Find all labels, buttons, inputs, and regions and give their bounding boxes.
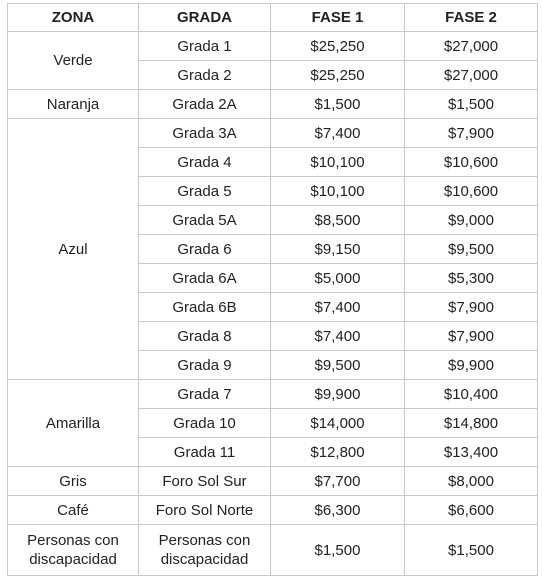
fase-2-price: $7,900 <box>405 293 538 322</box>
fase-2-price: $10,600 <box>405 148 538 177</box>
table-row <box>8 90 538 119</box>
header-grada: GRADA <box>139 4 271 32</box>
grada-cell: Grada 2 <box>139 61 271 90</box>
fase-2-price: $6,600 <box>405 496 538 525</box>
zona-cell: Verde <box>8 32 139 90</box>
zona-cell: Personas con discapacidad <box>8 525 139 576</box>
fase-1-price: $9,900 <box>271 380 405 409</box>
fase-1-price: $10,100 <box>271 177 405 206</box>
zona-cell: Azul <box>8 119 139 380</box>
fase-2-price: $27,000 <box>405 32 538 61</box>
fase-1-price: $12,800 <box>271 438 405 467</box>
table-row <box>8 525 538 576</box>
fase-2-price: $7,900 <box>405 322 538 351</box>
grada-cell: Grada 8 <box>139 322 271 351</box>
fase-1-price: $7,400 <box>271 119 405 148</box>
fase-1-price: $8,500 <box>271 206 405 235</box>
grada-cell: Grada 11 <box>139 438 271 467</box>
fase-1-price: $9,150 <box>271 235 405 264</box>
grada-cell: Grada 5 <box>139 177 271 206</box>
fase-1-price: $6,300 <box>271 496 405 525</box>
fase-1-price: $1,500 <box>271 525 405 576</box>
grada-cell: Grada 2A <box>139 90 271 119</box>
fase-1-price: $7,700 <box>271 467 405 496</box>
grada-cell: Grada 1 <box>139 32 271 61</box>
price-table <box>7 3 538 576</box>
grada-cell: Grada 4 <box>139 148 271 177</box>
fase-2-price: $5,300 <box>405 264 538 293</box>
fase-2-price: $9,900 <box>405 351 538 380</box>
fase-2-price: $9,000 <box>405 206 538 235</box>
fase-2-price: $10,600 <box>405 177 538 206</box>
fase-2-price: $9,500 <box>405 235 538 264</box>
zona-cell: Naranja <box>8 90 139 119</box>
grada-cell: Grada 5A <box>139 206 271 235</box>
fase-1-price: $9,500 <box>271 351 405 380</box>
fase-2-price: $13,400 <box>405 438 538 467</box>
fase-1-price: $14,000 <box>271 409 405 438</box>
fase-2-price: $10,400 <box>405 380 538 409</box>
table-body <box>8 32 538 576</box>
header-row <box>8 4 538 32</box>
fase-1-price: $7,400 <box>271 293 405 322</box>
grada-cell: Personas con discapacidad <box>139 525 271 576</box>
zona-cell: Café <box>8 496 139 525</box>
fase-2-price: $8,000 <box>405 467 538 496</box>
zona-cell: Gris <box>8 467 139 496</box>
table-row <box>8 32 538 61</box>
fase-1-price: $1,500 <box>271 90 405 119</box>
grada-cell: Grada 7 <box>139 380 271 409</box>
table-row <box>8 467 538 496</box>
grada-cell: Grada 10 <box>139 409 271 438</box>
grada-cell: Grada 6A <box>139 264 271 293</box>
fase-1-price: $7,400 <box>271 322 405 351</box>
fase-1-price: $5,000 <box>271 264 405 293</box>
fase-1-price: $10,100 <box>271 148 405 177</box>
fase-1-price: $25,250 <box>271 61 405 90</box>
header-zona: ZONA <box>8 4 139 32</box>
grada-cell: Grada 9 <box>139 351 271 380</box>
fase-2-price: $7,900 <box>405 119 538 148</box>
grada-cell: Grada 3A <box>139 119 271 148</box>
grada-cell: Grada 6 <box>139 235 271 264</box>
grada-cell: Foro Sol Sur <box>139 467 271 496</box>
table-row <box>8 119 538 148</box>
header-fase-1: FASE 1 <box>271 4 405 32</box>
grada-cell: Foro Sol Norte <box>139 496 271 525</box>
fase-1-price: $25,250 <box>271 32 405 61</box>
header-fase-2: FASE 2 <box>405 4 538 32</box>
zona-cell: Amarilla <box>8 380 139 467</box>
table-row <box>8 380 538 409</box>
fase-2-price: $1,500 <box>405 90 538 119</box>
fase-2-price: $14,800 <box>405 409 538 438</box>
fase-2-price: $1,500 <box>405 525 538 576</box>
table-row <box>8 496 538 525</box>
fase-2-price: $27,000 <box>405 61 538 90</box>
grada-cell: Grada 6B <box>139 293 271 322</box>
